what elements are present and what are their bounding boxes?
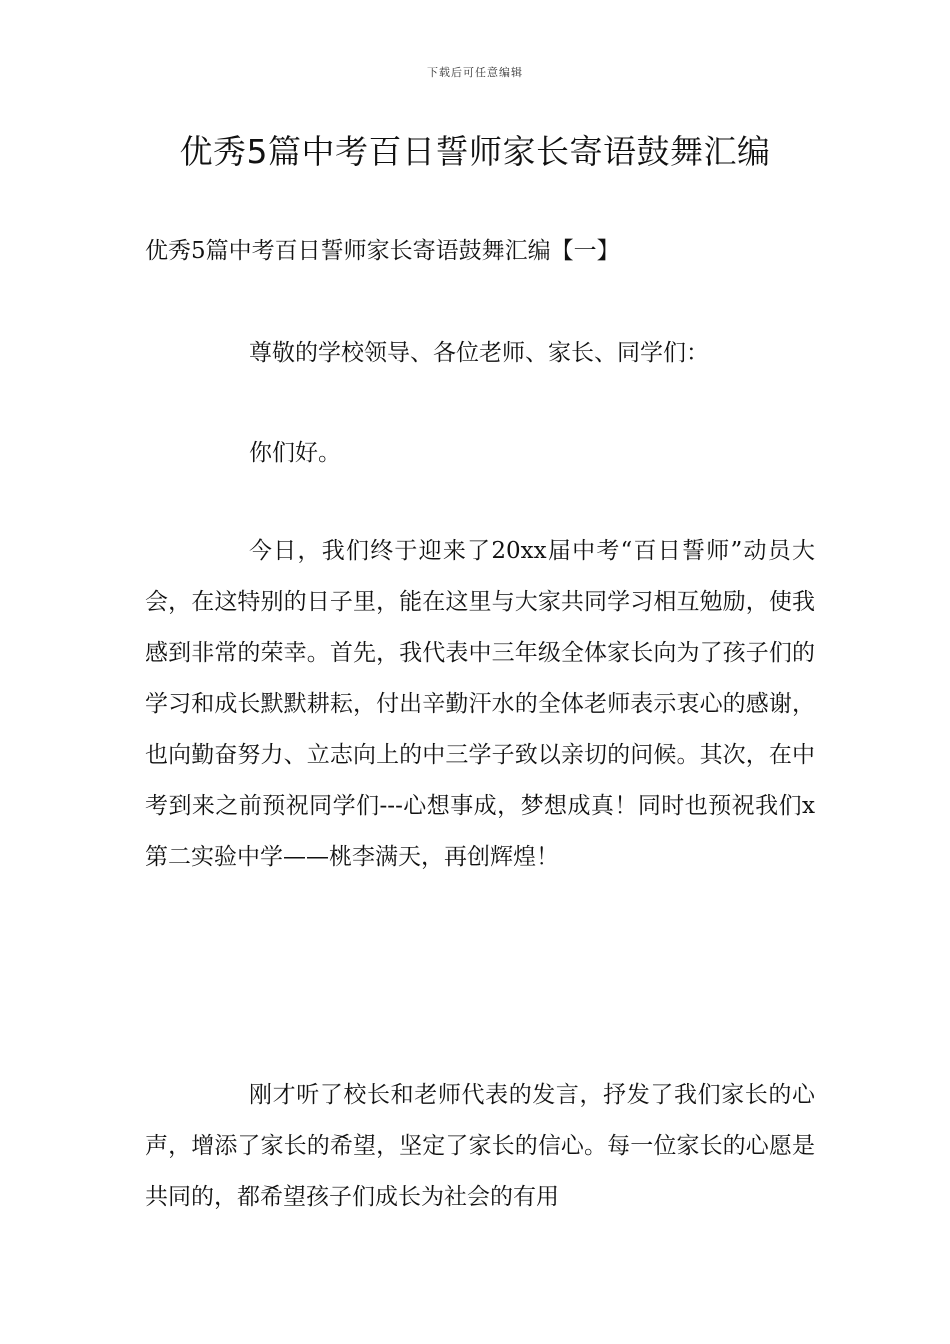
greeting-line: 你们好。 [249,440,341,466]
body-paragraph-1: 今日，我们终于迎来了20xx届中考“百日誓师”动员大会，在这特别的日子里，能在这里与大家共同学习相互勉励，使我感到非常的荣幸。首先，我代表中三年级全体家长向为了孩子们的学习和成长默默耕耘，付出辛勤汗水的全体老师表示衷心的感谢，也向勤奋努力、立志向上的中三学子致以亲切的问候。其次，在中考到来之前预祝同学们---心想事成，梦想成真！同时也预祝我们x第二实验中学——桃李满天，再创辉煌！ [145,538,815,870]
header-note: 下载后可任意编辑 [427,66,523,79]
section-heading: 优秀5篇中考百日誓师家长寄语鼓舞汇编【一】 [145,238,620,264]
salutation-line: 尊敬的学校领导、各位老师、家长、同学们： [249,340,709,366]
body-paragraph-2: 刚才听了校长和老师代表的发言，抒发了我们家长的心声，增添了家长的希望，坚定了家长的信心。每一位家长的心愿是共同的，都希望孩子们成长为社会的有用 [145,1082,815,1210]
document-title: 优秀5篇中考百日誓师家长寄语鼓舞汇编 [179,132,771,171]
